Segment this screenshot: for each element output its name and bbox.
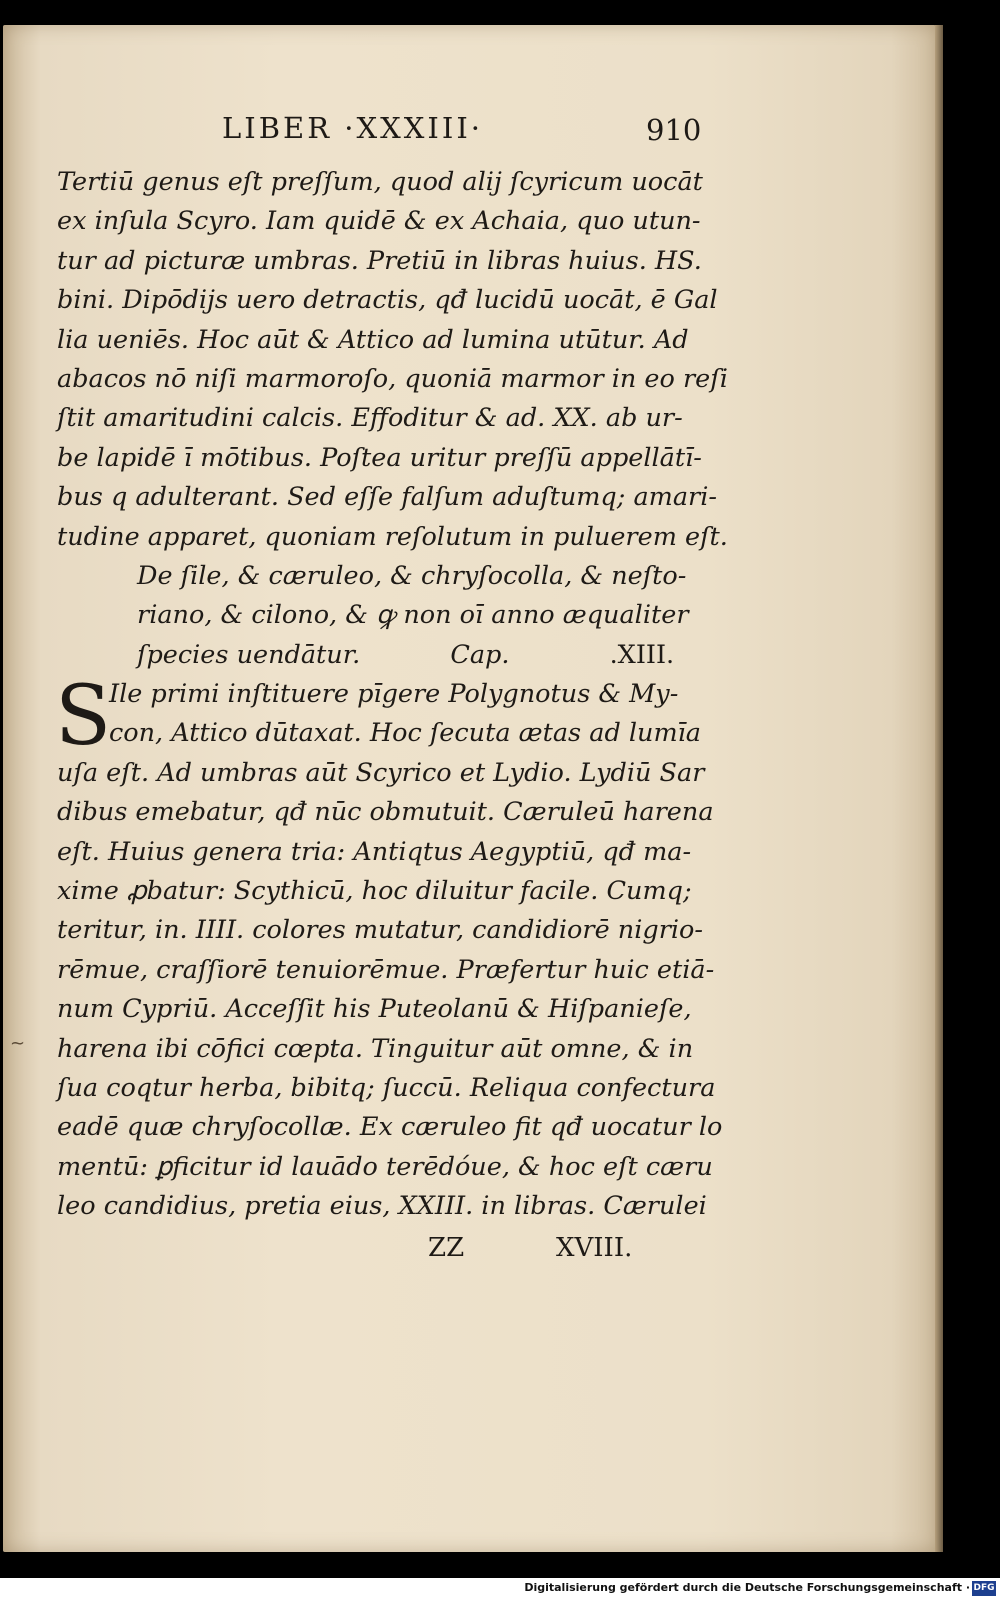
margin-mark: ~ [10,1033,26,1054]
text-line: be lapidē ī mōtibus. Poſtea uritur preſſū appellātī- [57,442,702,473]
text-line: leo candidius, pretia eius, XXIII. in libras. Cærulei [57,1191,707,1222]
text-line: bini. Dipōdijs uero detractis, qđ lucidū uocāt, ē Gal [57,285,718,316]
chapter-heading-line: De ſile, & cæruleo, & chryſocolla, & neſto- [137,560,687,591]
text-line: rēmue, craſſiorē tenuiorēmue. Præfertur huic etiā- [57,954,715,985]
credit-bar [0,1578,1000,1600]
chapter-heading-line: riano, & cilono, & ꝙ non oī anno æqualiter [137,600,689,631]
signature-mark: ZZ [428,1233,465,1263]
funding-credit: Digitalisierung gefördert durch die Deutsche Forschungsgemeinschaft · [524,1581,970,1594]
chapter-heading-last-line [57,636,675,675]
text-line: eadē quæ chryſocollæ. Ex cæruleo fit qđ uocatur lo [57,1112,723,1143]
text-line: ex inſula Scyro. Iam quidē & ex Achaia, quo utun- [57,206,701,237]
chapter-label: Cap. [450,639,510,670]
drop-capital: S [55,669,112,765]
chapter-heading-text: ſpecies uendātur. [137,639,361,670]
text-line: tur ad picturæ umbras. Pretiū in libras huius. HS. [57,245,702,276]
text-line: harena ibi cōfici cœpta. Tinguitur aūt omne, & in [57,1033,694,1064]
text-line: ſtit amaritudini calcis. Effoditur & ad. XX. ab ur- [57,403,683,434]
text-line: teritur, in. IIII. colores mutatur, candidiorē nigrio- [57,915,704,946]
page-number: 910 [646,113,702,147]
catchword: XVIII. [556,1233,633,1263]
chapter-number: .XIII. [609,639,675,670]
running-head [0,111,1000,151]
text-line: mentū: ꝑficitur id lauādo terēdóue, & hoc eſt cæru [57,1151,713,1182]
dfg-logo-icon: DFG [972,1581,996,1596]
signature-line [0,1233,1000,1273]
running-head-title: LIBER ·XXXIII· [222,111,483,145]
text-block [55,163,728,1227]
text-line: xime ꝓbatur: Scythicū, hoc diluitur facile. Cumq; [57,876,692,907]
page-edge [935,25,943,1552]
text-line: Tertiū genus eſt preſſum, quod alij ſcyricum uocāt [57,167,703,197]
text-line: ſua coqtur herba, bibitq; ſuccū. Reliqua confectura [57,1072,716,1103]
text-line: num Cypriū. Acceſſit his Puteolanū & Hiſpanieſe, [57,994,692,1025]
text-line: bus q adulterant. Sed eſſe falſum aduſtumq; amari- [57,482,717,513]
text-line: Ile primi inſtituere pīgere Polygnotus & My- [109,679,679,710]
text-line: tudine apparet, quoniam reſolutum in puluerem eſt. [57,521,728,552]
text-line: abacos nō niſi marmoroſo, quoniā marmor in eo reſi [57,363,728,394]
text-line: eſt. Huius genera tria: Antiqtus Aegyptiū, qđ ma- [57,836,692,867]
text-line: lia ueniēs. Hoc aūt & Attico ad lumina utūtur. Ad [57,324,689,355]
dropcap-paragraph [55,669,701,765]
text-line: dibus emebatur, qđ nūc obmutuit. Cæruleū harena [57,797,714,828]
text-line: con, Attico dūtaxat. Hoc ſecuta ætas ad lumīa [109,718,701,749]
text-line: uſa eſt. Ad umbras aūt Scyrico et Lydio. Lydiū Sar [57,757,705,788]
